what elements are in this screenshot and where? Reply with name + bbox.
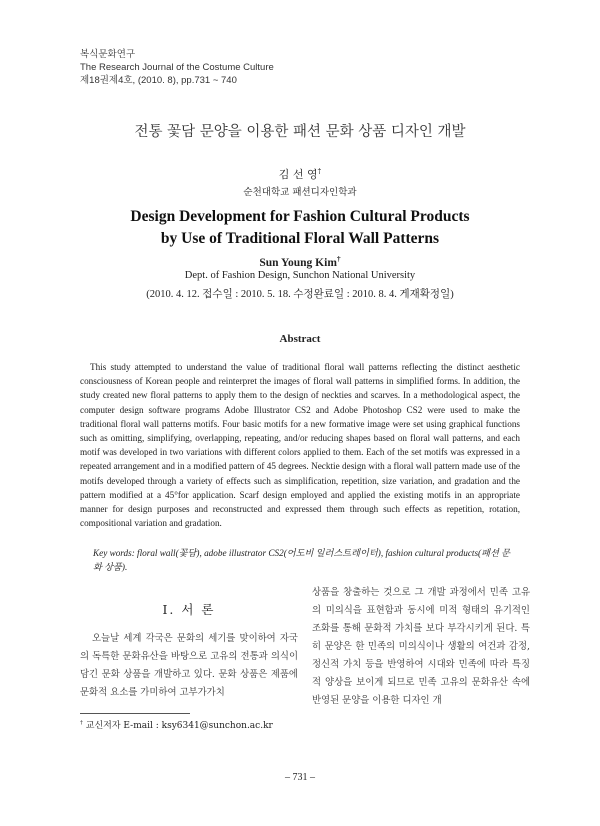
footnote-text: 교신저자 E-mail : ksy6341@sunchon.ac.kr: [85, 721, 273, 731]
page-number: – 731 –: [285, 772, 315, 783]
english-author-name: Sun Young Kim: [259, 256, 337, 269]
journal-header: [80, 48, 274, 87]
footnote-dagger: †: [80, 720, 83, 726]
abstract-text: This study attempted to understand the value of traditional floral wall patterns reflecting the distinct aesthetic consciousness of Korean people and reinterpret the images of floral wall patterns in simplified forms. In addition, the study created new floral patterns to apply them to the design of neckties and scarves. In a methodological aspect, the computer design software programs Adobe Illustrator CS2 and Adobe Photoshop CS2 were used to make the traditional floral wall patterns motifs. Four basic motifs for a new formative image were set using graphical functions such as omitting, simplifying, overlapping, repeating, and/or reducing shapes based on floral wall patterns, and each motif was developed in two variations with different colors applied to them. Each of the set motifs was expressed in a repeated arrangement and in a modified pattern of 45 degrees. Necktie design with a floral wall pattern made use of the motifs developed through a variety of effects such as simplification, repetition, size variation, and gradation and the pattern modified at a 45°for application. Scarf design employed and applied the existing motifs in an appropriate manner for design purposes and reconstructed and expressed them through such effects as repetition, rotation, compositional variation and gradation.: [80, 362, 520, 529]
body-text-right-column: 상품을 창출하는 것으로 그 개발 과정에서 민족 고유의 미의식을 표현함과 동시에 미적 형태의 유기적인 조화를 통해 문화적 가치를 보다 부각시키게 된다. 특히 문양은 한 민족의 미의식이나 생활의 여건과 감정, 정신적 가치 등을 반영하여 시대와 민족에 따라 특징적 양상을 보이게 되므로 민족 고유의 문화유산 속에 반영된 문양을 이용한 디자인 개: [312, 587, 530, 706]
english-title: [0, 206, 600, 250]
english-title-line1: Design Development for Fashion Cultural Products: [130, 208, 470, 225]
keywords: Key words: floral wall(꽃담), adobe illustrator CS2(어도비 일러스트레이터), fashion cultural products(패션 문화 상품).: [93, 548, 511, 572]
korean-author: [0, 166, 600, 182]
dagger-mark: †: [317, 166, 322, 176]
english-affiliation: Dept. of Fashion Design, Sunchon National University: [184, 270, 416, 281]
korean-affiliation: 순천대학교 패션디자인학과: [243, 187, 357, 198]
submission-dates: (2010. 4. 12. 접수일 : 2010. 5. 18. 수정완료일 : 2010. 8. 4. 게재확정일): [146, 289, 454, 300]
journal-volume-info: 제18권제4호, (2010. 8), pp.731 ~ 740: [80, 75, 237, 86]
body-text-left-column: 오늘날 세계 각국은 문화의 세기를 맞이하여 자국의 독특한 문화유산을 바탕으로 고유의 전통과 의식이 담긴 문화 상품을 개발하고 있다. 문화 상품은 제품에 문화적 요소를 가미하여 고부가가치: [80, 633, 298, 698]
footnote: [80, 718, 273, 731]
english-author: [0, 254, 600, 269]
footnote-divider: [80, 713, 190, 714]
section-heading-introduction: Ⅰ. 서 론: [162, 602, 216, 617]
dagger-mark-en: †: [336, 254, 341, 263]
journal-name-english: The Research Journal of the Costume Culture: [80, 62, 274, 73]
korean-author-name: 김 선 영: [278, 168, 318, 181]
journal-name-korean: 복식문화연구: [80, 49, 136, 60]
korean-title: 전통 꽃담 문양을 이용한 패션 문화 상품 디자인 개발: [134, 124, 466, 140]
abstract-heading: Abstract: [279, 333, 321, 345]
english-title-line2: by Use of Traditional Floral Wall Patterns: [160, 230, 440, 247]
